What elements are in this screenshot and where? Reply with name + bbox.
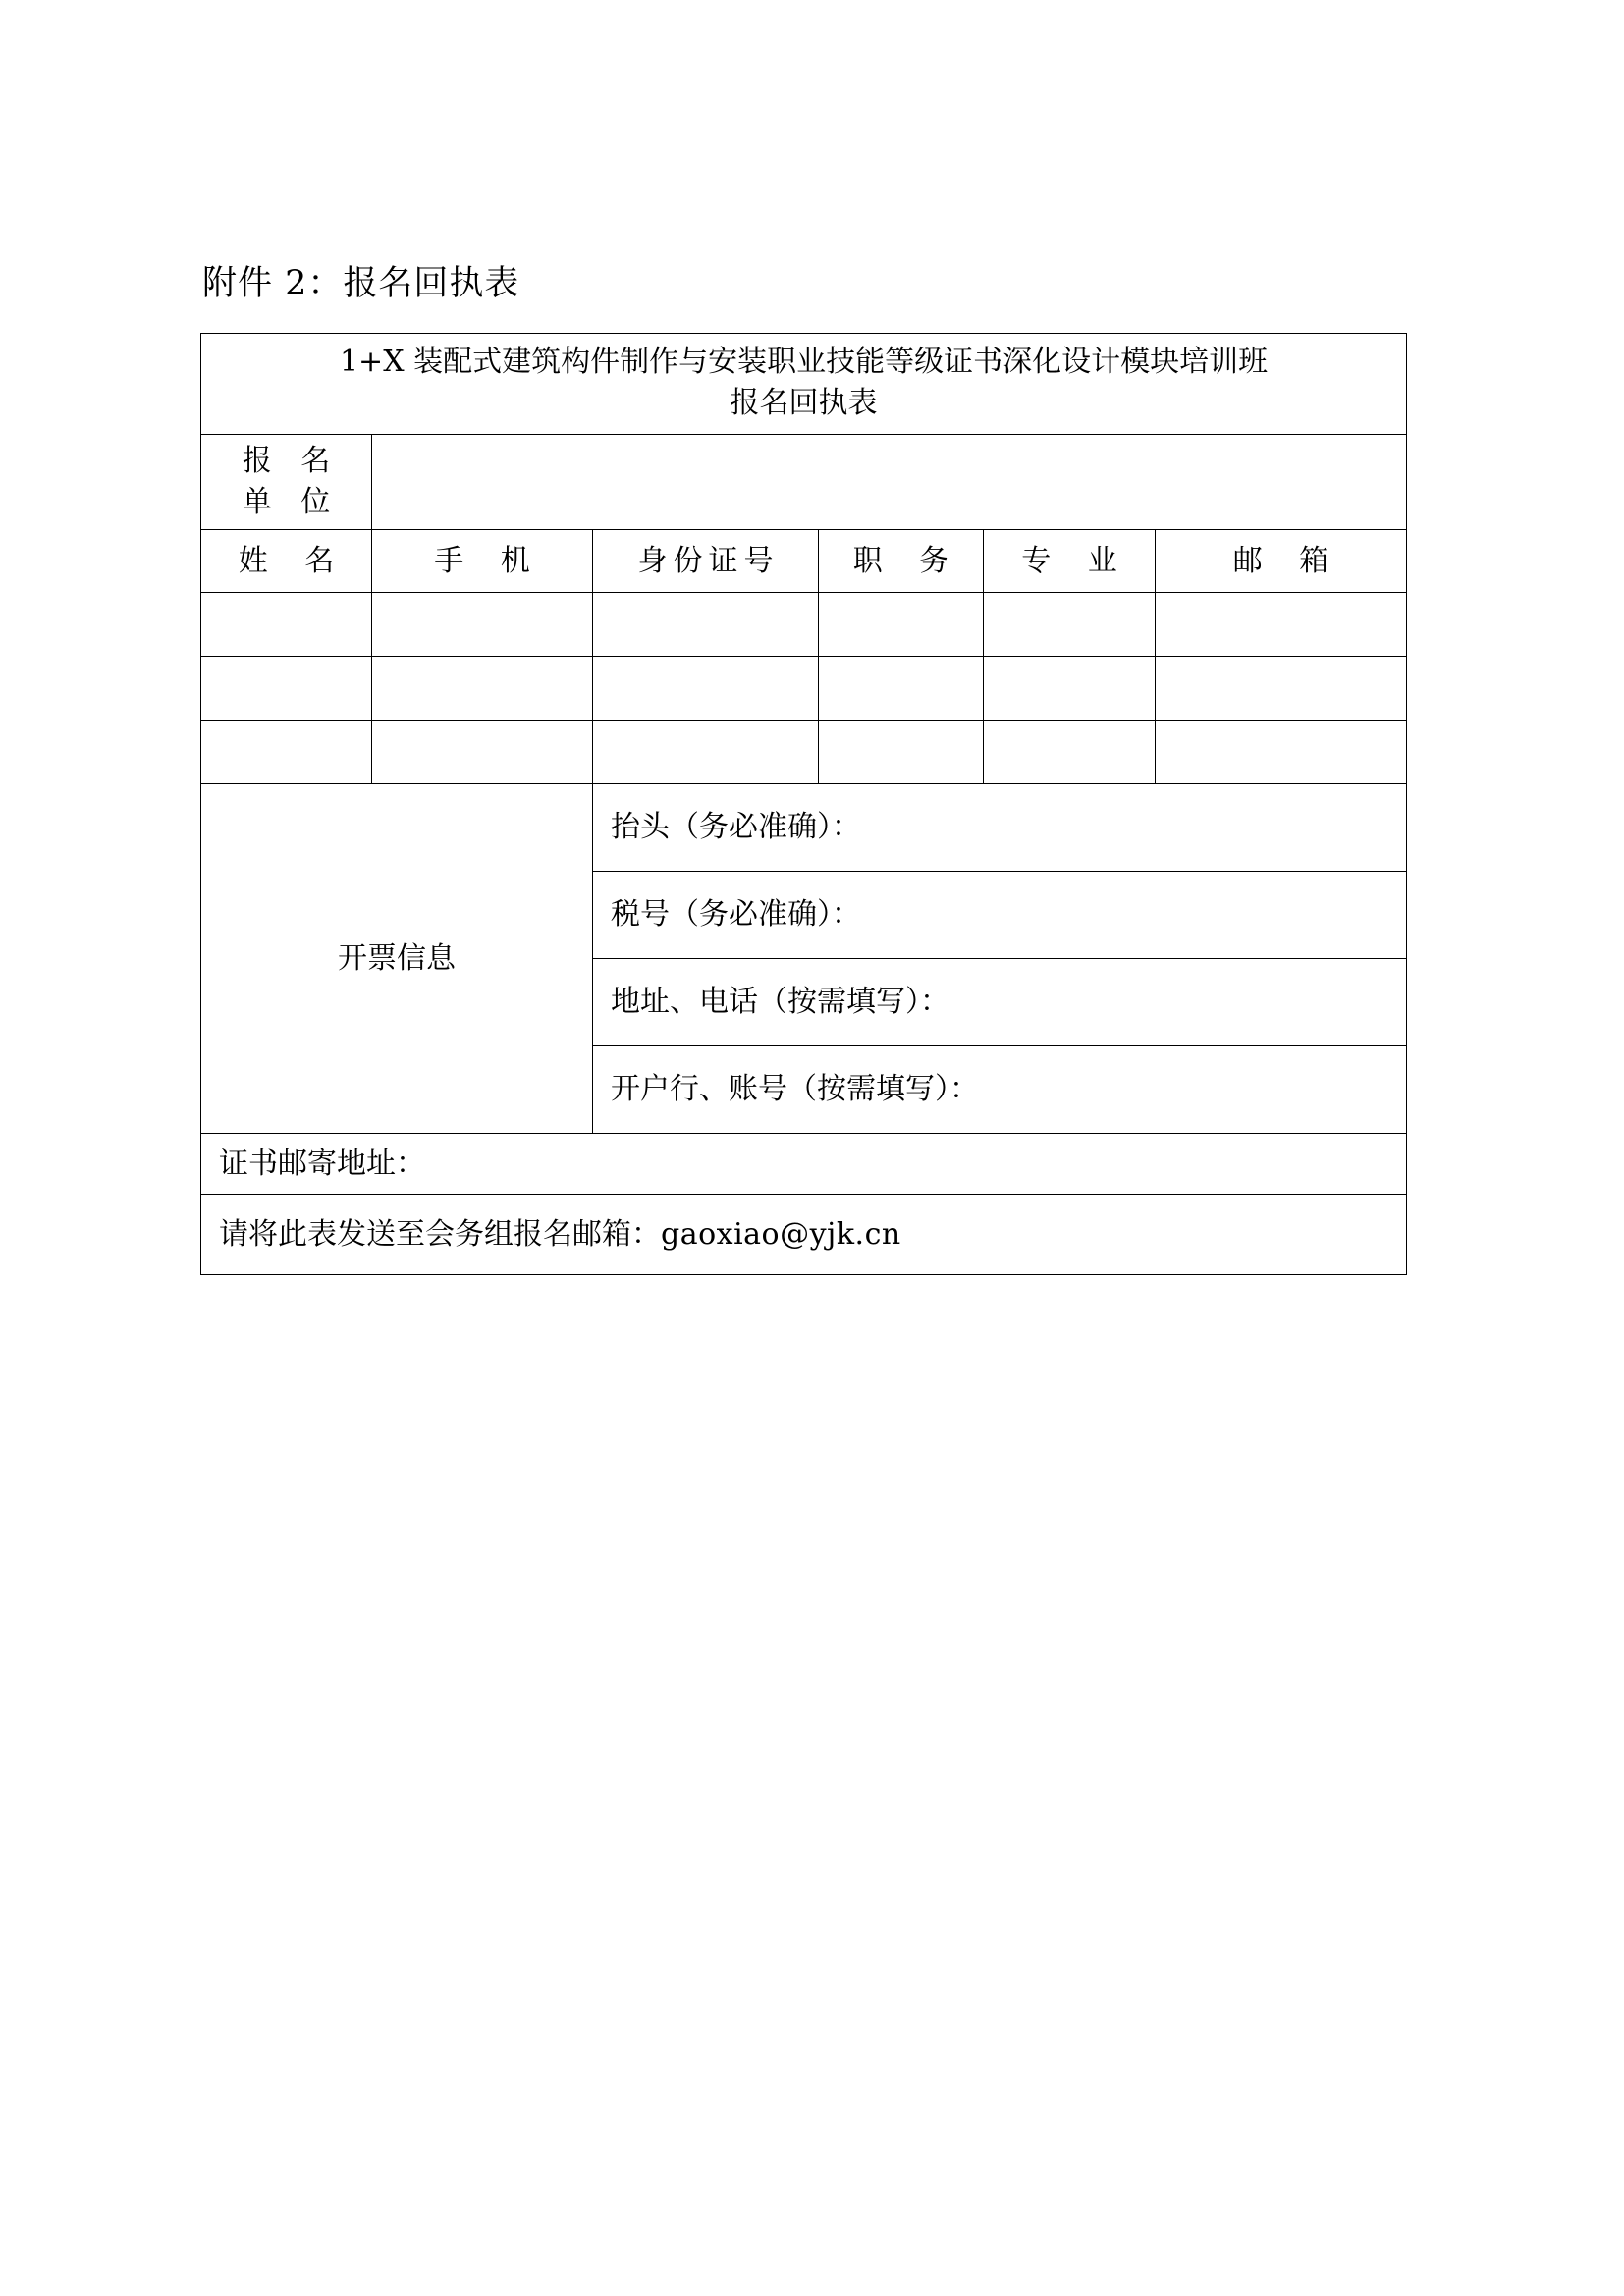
submit-note-text: 请将此表发送至会务组报名邮箱：	[219, 1216, 661, 1252]
entry-id-3[interactable]	[593, 721, 819, 784]
registration-unit-row	[201, 435, 1407, 530]
entry-id-1[interactable]	[593, 593, 819, 657]
column-header-mobile	[372, 530, 593, 593]
entry-name-2[interactable]	[201, 657, 372, 721]
entry-position-1[interactable]	[819, 593, 984, 657]
table-row	[201, 657, 1407, 721]
page-title: 附件 2：报名回执表	[202, 264, 520, 303]
column-header-position-text: 职 务	[852, 543, 963, 578]
entry-major-3[interactable]	[984, 721, 1156, 784]
column-header-id-number	[593, 530, 819, 593]
invoice-section-label: 开票信息	[201, 784, 593, 1134]
entry-position-3[interactable]	[819, 721, 984, 784]
column-header-email-text: 邮 箱	[1232, 543, 1343, 578]
entry-email-2[interactable]	[1156, 657, 1407, 721]
column-header-position	[819, 530, 984, 593]
table-title-line1: 1+X 装配式建筑构件制作与安装职业技能等级证书深化设计模块培训班	[339, 345, 1269, 379]
entry-name-1[interactable]	[201, 593, 372, 657]
entry-mobile-2[interactable]	[372, 657, 593, 721]
invoice-field-bank-account[interactable]: 开户行、账号（按需填写）：	[593, 1046, 1407, 1134]
column-header-major	[984, 530, 1156, 593]
cert-mail-address-field[interactable]: 证书邮寄地址：	[201, 1134, 1407, 1195]
invoice-row-title	[201, 784, 1407, 872]
table-title-line2: 报名回执表	[730, 386, 878, 420]
submit-email-address[interactable]: gaoxiao@yjk.cn	[661, 1216, 901, 1252]
entry-email-3[interactable]	[1156, 721, 1407, 784]
invoice-field-address-phone[interactable]: 地址、电话（按需填写）：	[593, 959, 1407, 1046]
cert-mail-row	[201, 1134, 1407, 1195]
column-header-id-number-text: 身份证号	[637, 543, 780, 578]
column-header-name-text: 姓 名	[238, 543, 349, 578]
table-title-cell	[201, 334, 1407, 435]
registration-unit-label-line2: 单 位	[242, 485, 341, 519]
registration-unit-label	[201, 435, 372, 530]
column-header-major-text: 专 业	[1021, 543, 1131, 578]
column-header-row	[201, 530, 1407, 593]
column-header-name	[201, 530, 372, 593]
registration-receipt-table	[200, 333, 1407, 1275]
column-header-email	[1156, 530, 1407, 593]
entry-position-2[interactable]	[819, 657, 984, 721]
entry-mobile-3[interactable]	[372, 721, 593, 784]
entry-name-3[interactable]	[201, 721, 372, 784]
entry-email-1[interactable]	[1156, 593, 1407, 657]
table-row	[201, 593, 1407, 657]
entry-mobile-1[interactable]	[372, 593, 593, 657]
entry-major-1[interactable]	[984, 593, 1156, 657]
invoice-field-tax-number[interactable]: 税号（务必准确）：	[593, 872, 1407, 959]
registration-unit-input[interactable]	[372, 435, 1407, 530]
submit-note-cell	[201, 1195, 1407, 1275]
entry-major-2[interactable]	[984, 657, 1156, 721]
registration-unit-label-line1: 报 名	[242, 444, 341, 478]
column-header-mobile-text: 手 机	[434, 543, 544, 578]
table-row	[201, 721, 1407, 784]
invoice-field-title[interactable]: 抬头（务必准确）：	[593, 784, 1407, 872]
submit-note-row	[201, 1195, 1407, 1275]
table-title-row	[201, 334, 1407, 435]
entry-id-2[interactable]	[593, 657, 819, 721]
